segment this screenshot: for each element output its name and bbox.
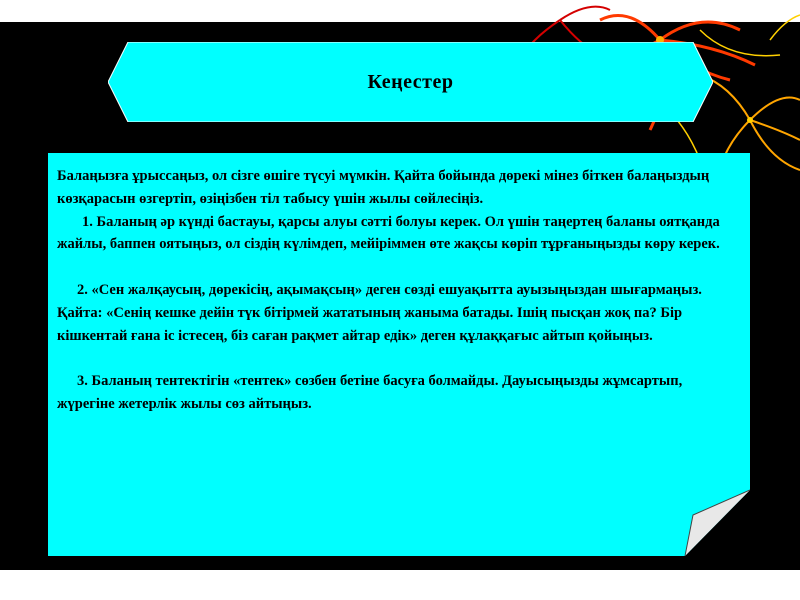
content-note xyxy=(48,153,750,556)
tip-3: 3. Баланың тентектігін «тентек» сөзбен бетіне басуға болмайды. Дауысыңызды жұмсартып, жүрегіне жетерлік жылы сөз айтыңыз. xyxy=(57,373,683,412)
bottom-border xyxy=(0,570,800,600)
advice-text xyxy=(57,165,729,416)
title-banner xyxy=(108,42,713,122)
intro-paragraph: Балаңызға ұрыссаңыз, ол сізге өшіге түсуі мүмкін. Қайта бойында дөрекі мінез біткен балаңыздың көзқарасын өзгертіп, өзіңізбен тіл табысу үшін жылы сөйлесіңіз. xyxy=(57,168,710,207)
tip-2: 2. «Сен жалқаусың, дөрекісің, ақымақсың» деген сөзді ешуақытта ауызыңыздан шығармаңыз. Қайта: «Сенің кешке дейін түк бітірмей жататының жаныма батады. Ішің пысқан жоқ па? Бір кішкентай ғана іс істесең, біз саған рақмет айтар едік» деген құлаққағыс айтып қойыңыз. xyxy=(57,281,702,344)
tip-1: 1. Баланың әр күнді бастауы, қарсы алуы сәтті болуы керек. Ол үшін таңертең баланы оятқанда жайлы, баппен оятыңыз, ол сіздің күлімдеп, мейіріммен өте жақсы көріп тұрғаныңызды көру керек. xyxy=(57,213,720,253)
slide-title: Кеңестер xyxy=(367,70,454,93)
